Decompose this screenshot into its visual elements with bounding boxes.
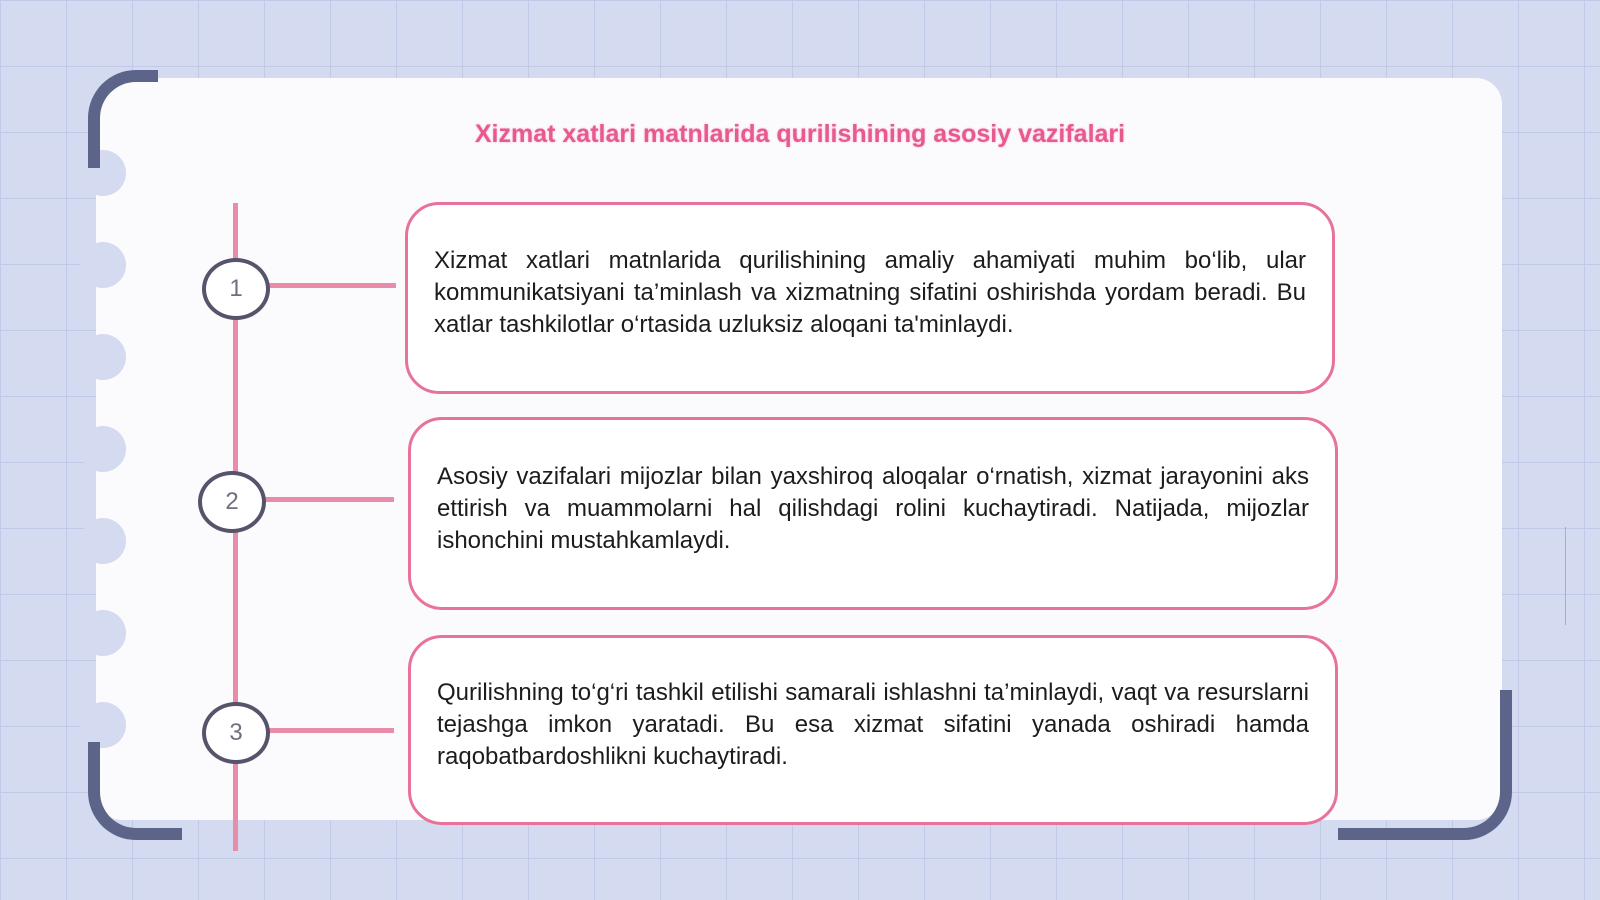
step-card-2 <box>408 417 1338 610</box>
step-card-3 <box>408 635 1338 825</box>
step-card-text: Xizmat xatlari matnlarida qurilishining amaliy ahamiyati muhim bo‘lib, ular kommunikatsiyani ta’minlash va xizmatning sifatini oshirishda yordam beradi. Bu xatlar tashkilotlar o‘rtasida uzluksiz aloqani ta'minlaydi. <box>434 247 1306 338</box>
step-number-label: 2 <box>225 488 239 515</box>
paper-scallop <box>80 518 126 564</box>
step-number-label: 1 <box>229 275 243 302</box>
step-connector <box>268 728 394 733</box>
step-connector <box>268 283 396 288</box>
paper-scallop <box>80 334 126 380</box>
slide-title: Xizmat xatlari matnlarida qurilishining asosiy vazifalari <box>474 120 1126 148</box>
step-card-1 <box>405 202 1335 394</box>
step-number-label: 3 <box>229 719 243 746</box>
step-number-1 <box>202 258 270 320</box>
paper-scallop <box>80 242 126 288</box>
corner-bracket-bottom-left <box>88 742 182 840</box>
corner-bracket-top-left <box>88 70 158 168</box>
step-card-text: Asosiy vazifalari mijozlar bilan yaxshiroq aloqalar o‘rnatish, xizmat jarayonini aks ettirish va muammolarni hal qilishdagi rolini kuchaytiradi. Natijada, mijozlar ishonchini mustahkamlaydi. <box>437 462 1309 554</box>
paper-scallop <box>80 610 126 656</box>
decorative-line <box>1565 527 1566 625</box>
step-number-2 <box>198 471 266 533</box>
corner-bracket-bottom-right <box>1338 690 1512 840</box>
step-connector <box>264 497 394 502</box>
step-card-text: Qurilishning to‘g‘ri tashkil etilishi samarali ishlashni ta’minlaydi, vaqt va resurslarni tejashga imkon yaratadi. Bu esa xizmat sifatini yanada oshiradi hamda raqobatbardoshlikni kuchaytiradi. <box>437 679 1309 770</box>
step-number-3 <box>202 702 270 764</box>
paper-scallop <box>80 426 126 472</box>
